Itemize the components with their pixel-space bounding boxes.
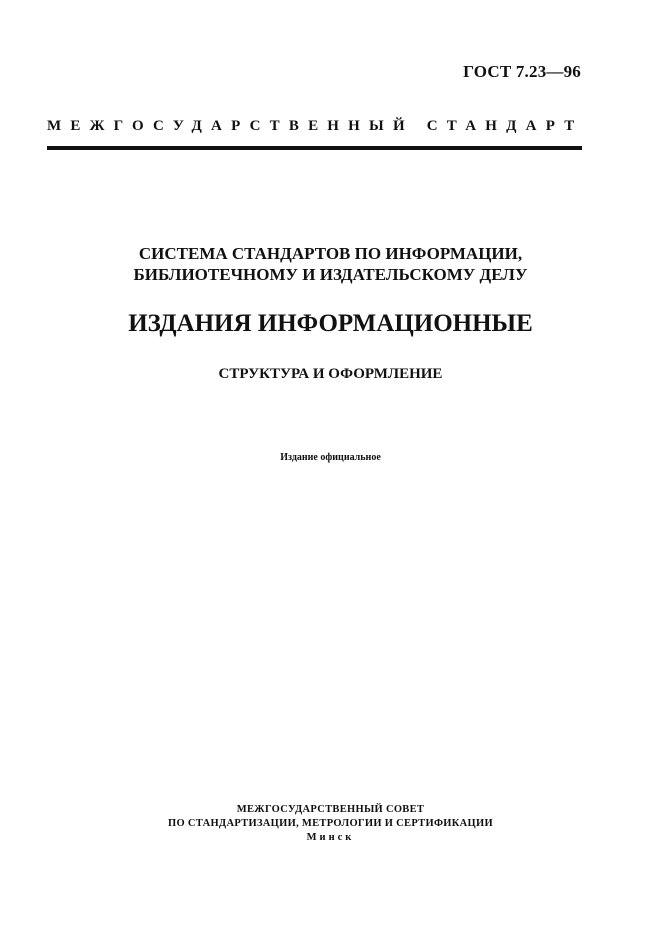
edition-note: Издание официальное bbox=[280, 452, 381, 463]
document-type-heading: МЕЖГОСУДАРСТВЕННЫЙ СТАНДАРТ bbox=[47, 118, 584, 134]
main-title: ИЗДАНИЯ ИНФОРМАЦИОННЫЕ bbox=[128, 310, 533, 337]
subtitle: СТРУКТУРА И ОФОРМЛЕНИЕ bbox=[218, 366, 443, 382]
publisher-city: Минск bbox=[306, 832, 355, 843]
publisher-line-2: ПО СТАНДАРТИЗАЦИИ, МЕТРОЛОГИИ И СЕРТИФИКАЦИИ bbox=[168, 818, 493, 829]
publisher-block bbox=[0, 803, 661, 845]
series-title bbox=[0, 243, 661, 285]
series-title-line-2: БИБЛИОТЕЧНОМУ И ИЗДАТЕЛЬСКОМУ ДЕЛУ bbox=[133, 265, 528, 284]
series-title-line-1: СИСТЕМА СТАНДАРТОВ ПО ИНФОРМАЦИИ, bbox=[138, 244, 523, 263]
header-rule bbox=[47, 146, 582, 150]
publisher-line-1: МЕЖГОСУДАРСТВЕННЫЙ СОВЕТ bbox=[236, 804, 425, 815]
document-number: ГОСТ 7.23—96 bbox=[463, 62, 581, 81]
